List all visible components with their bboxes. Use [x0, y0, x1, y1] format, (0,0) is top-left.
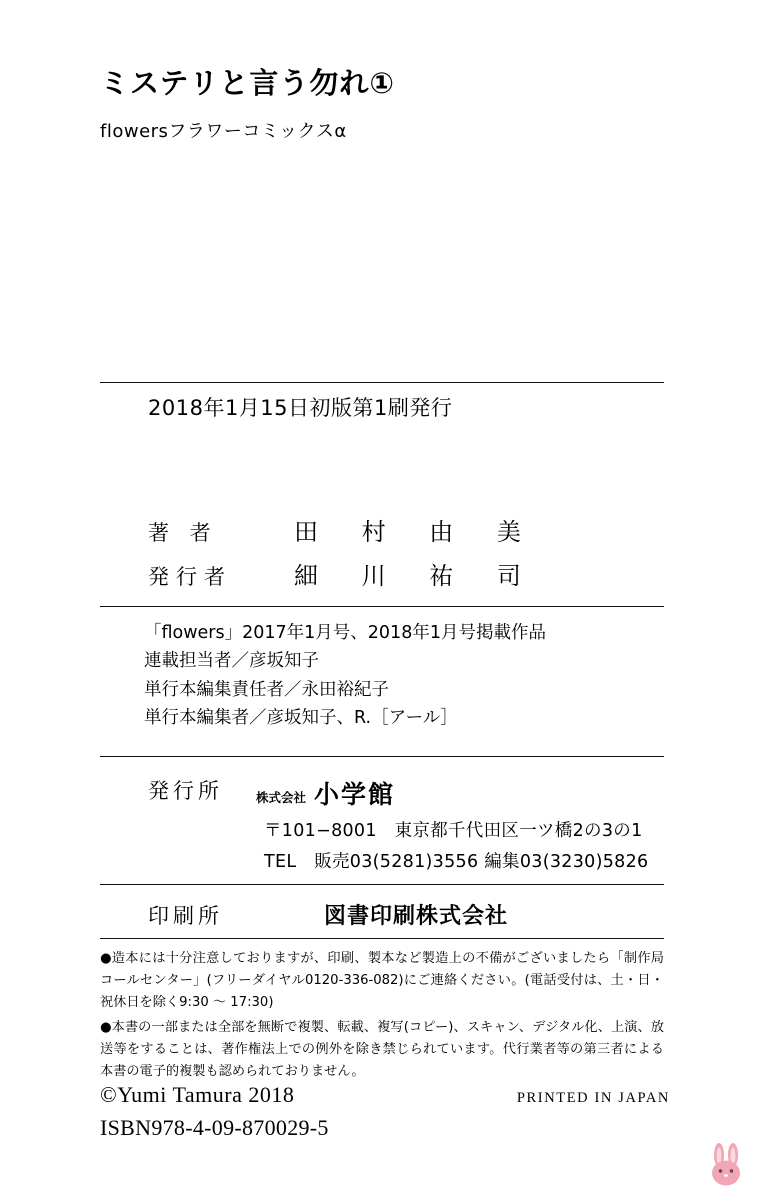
volume-editors: 単行本編集者／彦坂知子、R.［アール］ [144, 708, 458, 729]
publisher-label: 発行所 [148, 779, 223, 803]
serialization-editor: 連載担当者／彦坂知子 [144, 651, 319, 672]
publisher-person-label: 発行者 [148, 565, 232, 589]
author-label: 著 者 [148, 521, 218, 545]
magazine-source: 「flowers」2017年1月号、2018年1月号掲載作品 [144, 623, 546, 643]
notices-text [100, 939, 664, 1083]
volume-chief-editor: 単行本編集責任者／永田裕紀子 [144, 679, 389, 700]
publisher-details [240, 775, 664, 873]
magazine-block [100, 606, 664, 744]
publisher-address: 〒101−8001 東京都千代田区一ツ橋2の3の1 [264, 821, 643, 841]
credit-row [100, 556, 664, 600]
credits-block [100, 512, 664, 600]
magazine-lines [100, 607, 664, 744]
isbn-line: ISBN978-4-09-870029-5 [100, 1115, 329, 1140]
printer-name: 図書印刷株式会社 [324, 904, 509, 929]
publisher-person-name: 細 川 祐 司 [294, 562, 539, 590]
publisher-inner [100, 757, 664, 873]
publisher-block [100, 756, 664, 873]
notice-manufacturing: ●造本には十分注意しておりますが、印刷、製本など製造上の不備がございましたら「制作局コールセンター」(フリーダイヤル0120-336-082)にご連絡ください。(電話受付は、土・日・祝休日を除く9:30 〜 17:30) [100, 951, 664, 1011]
footer-row [100, 1082, 672, 1108]
imprint-label: flowersフラワーコミックスα [100, 120, 347, 142]
publisher-name-row [256, 775, 664, 811]
rabbit-logo-icon [704, 1140, 750, 1188]
title-block [100, 0, 664, 143]
credit-row [100, 512, 664, 556]
author-name: 田 村 由 美 [294, 518, 539, 546]
publisher-telephone: TEL 販売03(5281)3556 編集03(3230)5826 [264, 852, 649, 872]
notices-block [100, 938, 664, 1083]
publication-date: 2018年1月15日初版第1刷発行 [148, 396, 453, 420]
printer-inner [100, 885, 664, 930]
copyright-line: ©Yumi Tamura 2018 [100, 1082, 295, 1107]
publication-date-block [100, 382, 664, 422]
page-title: ミステリと言う勿れ① [100, 66, 395, 100]
printed-in-japan: PRINTED IN JAPAN [516, 1090, 670, 1106]
printer-label: 印刷所 [148, 904, 223, 928]
publisher-corp-prefix: 株式会社 [256, 790, 307, 805]
publisher-name: 小学館 [314, 780, 396, 809]
printer-block [100, 884, 664, 930]
footer-block [100, 1082, 672, 1141]
notice-copyright: ●本書の一部または全部を無断で複製、転載、複写(コピー)、スキャン、デジタル化、上演、放送等をすることは、著作権法上での例外を除き禁じられています。代行業者等の第三者による本書の電子的複製も認められておりません。 [100, 1019, 664, 1079]
